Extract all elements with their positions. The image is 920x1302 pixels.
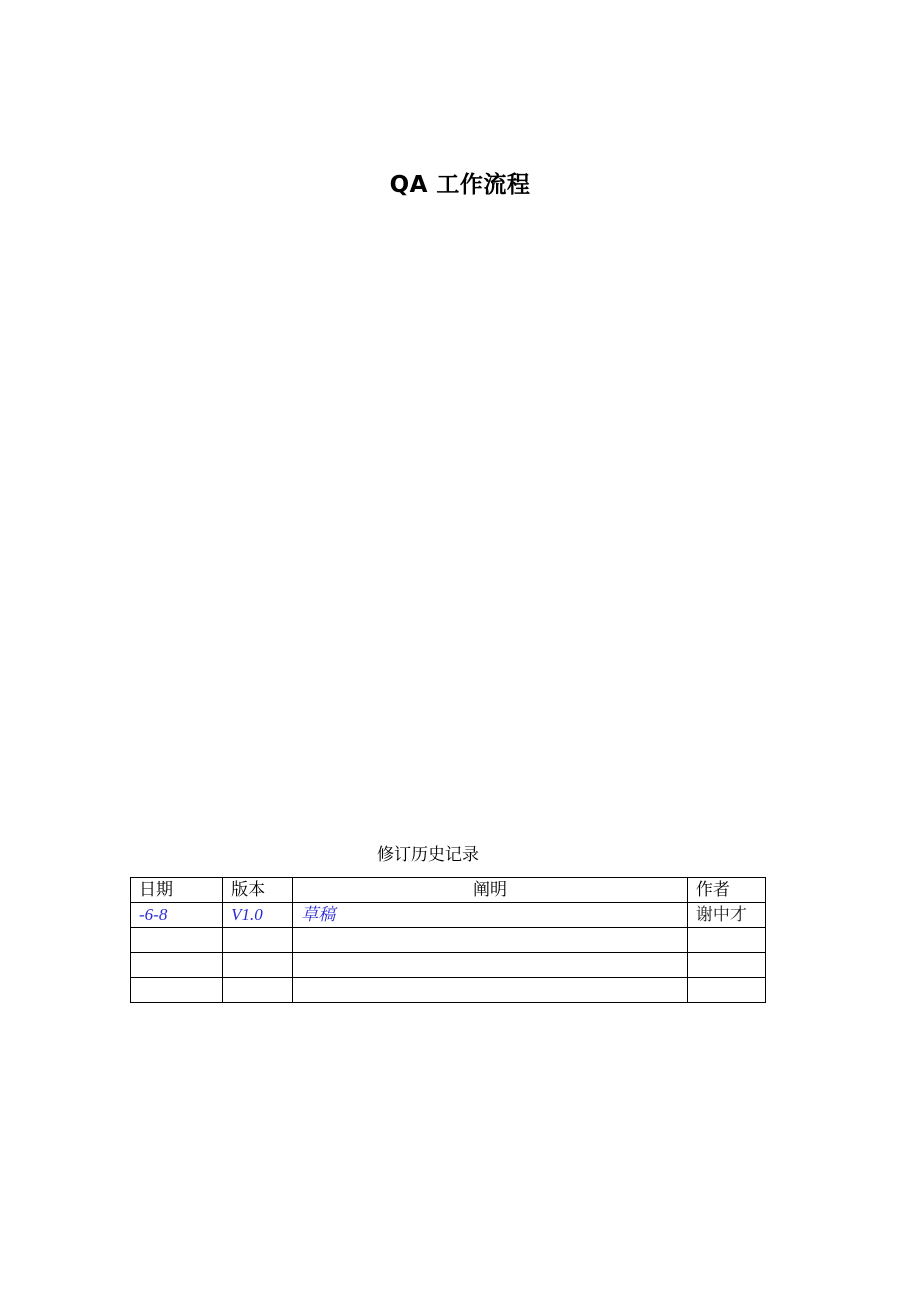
- header-author: 作者: [687, 878, 765, 903]
- header-description: 阐明: [293, 878, 688, 903]
- table-row: [131, 953, 766, 978]
- cell-author: 谢中才: [687, 903, 765, 928]
- document-title: QA 工作流程: [389, 172, 531, 198]
- cell-author: [687, 953, 765, 978]
- cell-description: 草稿: [293, 903, 688, 928]
- table-header-row: [131, 878, 766, 903]
- cell-version: [223, 978, 293, 1003]
- cell-author: [687, 928, 765, 953]
- revision-history-table: [130, 877, 766, 1003]
- cell-date: [131, 953, 223, 978]
- cell-date: [131, 978, 223, 1003]
- header-version: 版本: [223, 878, 293, 903]
- cell-date: [131, 928, 223, 953]
- cell-version: V1.0: [223, 903, 293, 928]
- cell-description: [293, 978, 688, 1003]
- revision-history-caption: 修订历史记录: [377, 845, 479, 865]
- cell-version: [223, 928, 293, 953]
- cell-date: -6-8: [131, 903, 223, 928]
- table-row: [131, 903, 766, 928]
- cell-description: [293, 928, 688, 953]
- cell-description: [293, 953, 688, 978]
- cell-version: [223, 953, 293, 978]
- table-row: [131, 928, 766, 953]
- header-date: 日期: [131, 878, 223, 903]
- table-row: [131, 978, 766, 1003]
- cell-author: [687, 978, 765, 1003]
